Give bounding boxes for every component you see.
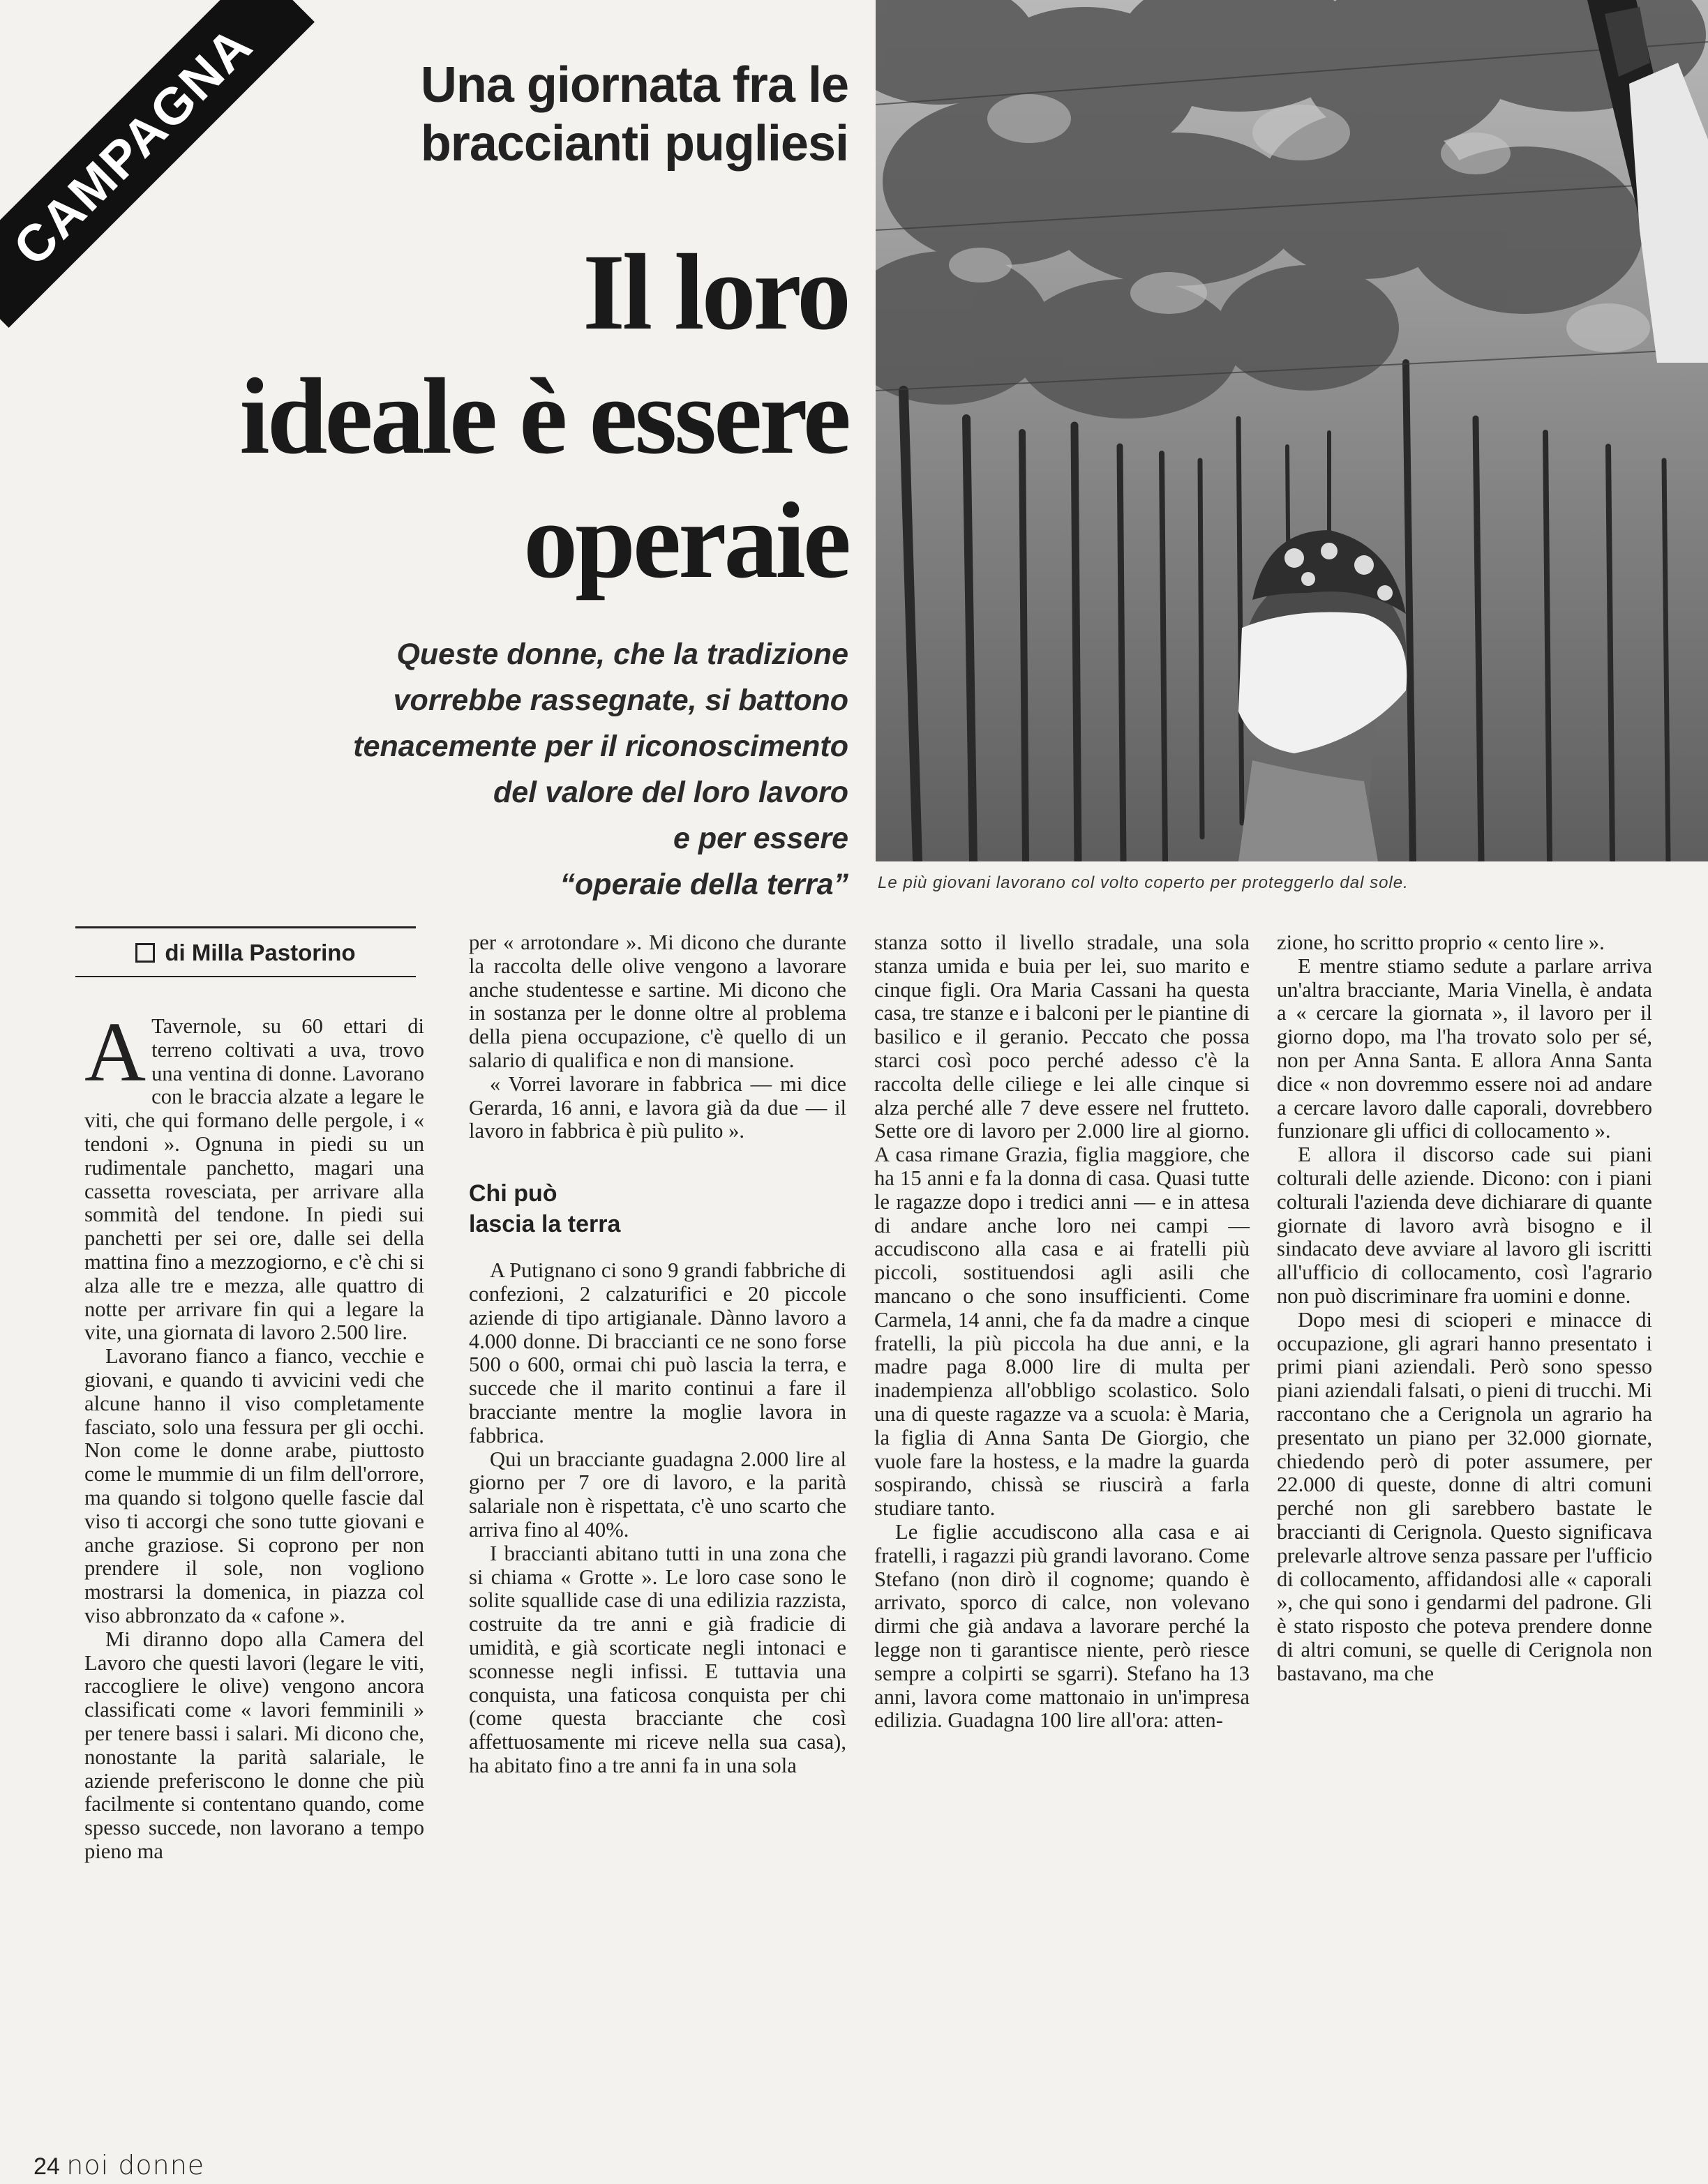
kicker xyxy=(151,56,848,173)
photo-illustration xyxy=(876,0,1708,861)
paragraph: E mentre stiamo sedute a parlare arriva un'altra bracciante, Maria Vinella, è andata a « cercare la giornata », il lavoro per il giorno dopo, ma l'ha trovato solo per sé, non per Anna Santa. E allora Anna Santa dice « non dovremmo essere noi ad andare a cercare lavoro dalle caporali, dovrebbero funzionare gli uffici di collocamento ». xyxy=(1277,954,1652,1143)
paragraph: I braccianti abitano tutti in una zona che si chiama « Grotte ». Le loro case sono le solite squallide case di una edilizia razzista, costruite da tre anni e già fradicie di umidità, e già scorticate negli intonaci e sconnesse negli infissi. E tuttavia una conquista, una faticosa conquista per chi (come questa bracciante che così affettuosamente mi riceve nella sua casa), ha abitato fino a tre anni fa in una sola xyxy=(469,1541,846,1777)
paragraph: Mi diranno dopo alla Camera del Lavoro che questi lavori (legare le viti, raccogliere le olive) vengono ancora classificati come « lavori femminili » per tenere bassi i salari. Mi dicono che, nonostante la parità salariale, le aziende preferiscono le donne che più facilmente si contentano quando, come spesso succede, non lavorano a tempo pieno ma xyxy=(84,1627,424,1863)
headline-line: ideale è essere xyxy=(239,356,848,476)
checkbox-square-icon xyxy=(135,943,155,963)
paragraph: zione, ho scritto proprio « cento lire ». xyxy=(1277,931,1605,954)
article-column-3 xyxy=(874,931,1250,1733)
paragraph-text: Tavernole, su 60 ettari di terreno coltivati a uva, trovo una ventina di donne. Lavorano con le braccia alzate a legare le viti, che qui formano delle pergole, i « tendoni ». Ognuna in piedi su un rudimentale panchetto, magari una cassetta rovesciata, per arrivare alla sommità del tendone. In piedi sui panchetti per sei ore, dalle sei della mattina fino a mezzogiorno, e c'è chi si alza alle tre e mezza, alle quattro di notte per arrivare fin qui a legare la vite, una giornata di lavoro 2.500 lire. xyxy=(84,1014,424,1345)
kicker-line: braccianti pugliesi xyxy=(420,116,848,172)
paragraph: stanza sotto il livello stradale, una sola stanza umida e buia per lei, suo marito e cinque figli. Ora Maria Cassani ha questa casa, tre stanze e i balconi per le piantine di basilico e il geranio. Peccato che possa starci così poco perché adesso c'è la raccolta delle ciliege e lei alle cinque si alza perché alle 7 deve essere nel frutteto. Sette ore di lavoro per 2.000 lire al giorno. A casa rimane Grazia, figlia maggiore, che ha 15 anni e fa la donna di casa. Quasi tutte le ragazze dopo i tredici anni — e in attesa di andare anche loro nei campi — accudiscono alla casa e ai fratelli più piccoli, sostituendosi agli asili che mancano o che sono insufficienti. Come Carmela, 14 anni, che fa da madre a cinque fratelli, la più piccola ha due anni, e la madre paga 8.000 lire di multa per inadempienza all'obbligo scolastico. Solo una di queste ragazze va a scuola: è Maria, la figlia di Anna Santa De Giorgio, che vuole fare la hostess, e la madre la guarda sospirando, chissà se riuscirà a farla studiare tanto. xyxy=(874,931,1250,1521)
vineyard-photo xyxy=(876,0,1708,861)
subheading-line: Chi può xyxy=(469,1180,557,1207)
page-footer xyxy=(33,2150,204,2181)
standfirst-line: “operaie della terra” xyxy=(560,868,848,901)
article-column-4 xyxy=(1277,931,1652,1686)
byline xyxy=(75,926,416,977)
section-subheading xyxy=(469,1178,846,1240)
standfirst-line: Queste donne, che la tradizione xyxy=(396,638,848,671)
headline xyxy=(11,230,848,603)
subheading-line: lascia la terra xyxy=(469,1211,621,1238)
section-label: CAMPAGNA xyxy=(1,15,264,277)
paragraph: Le figlie accudiscono alla casa e ai fratelli, i ragazzi più grandi lavorano. Come Stefano (non dirò il cognome; quando è arrivato, sporco di calce, non volevano dirmi che già andava a lavorare perché la legge non ti garantisce niente, però riesce sempre a colpirti se sgarri). Stefano ha 13 anni, lavora come mattonaio in un'impresa edilizia. Guadagna 100 lire all'ora: atten- xyxy=(874,1519,1250,1733)
paragraph xyxy=(84,1005,424,1345)
standfirst-line: del valore del loro lavoro xyxy=(493,776,848,809)
standfirst-line: vorrebbe rassegnate, si battono xyxy=(393,684,848,717)
magazine-name: noi donne xyxy=(66,2150,205,2181)
kicker-line: Una giornata fra le xyxy=(420,57,848,113)
paragraph: Qui un bracciante guadagna 2.000 lire al giorno per 7 ore di lavoro, e la parità salariale non è rispettata, c'è uno scarto che arriva fino al 40%. xyxy=(469,1447,846,1542)
paragraph: « Vorrei lavorare in fabbrica — mi dice Gerarda, 16 anni, e lavora già da due — il lavoro in fabbrica è più pulito ». xyxy=(469,1071,846,1143)
author-name: di Milla Pastorino xyxy=(165,940,356,965)
article-column-1 xyxy=(84,1005,424,1864)
paragraph: A Putignano ci sono 9 grandi fabbriche di confezioni, 2 calzaturifici e 20 piccole aziende di tipo artigianale. Dànno lavoro a 4.000 donne. Di braccianti ce ne sono forse 500 o 600, ormai chi può lascia la terra, e succede che il marito continui a fare il bracciante mentre la moglie lavora in fabbrica. xyxy=(469,1258,846,1447)
paragraph: per « arrotondare ». Mi dicono che durante la raccolta delle olive vengono a lavorare anche studentesse e sartine. Mi dicono che in sostanza per le donne oltre al problema della piena occupazione, c'è quello di un salario di qualifica e non di mansione. xyxy=(469,931,846,1072)
standfirst-line: tenacemente per il riconoscimento xyxy=(353,730,848,763)
photo-caption: Le più giovani lavorano col volto coperto per proteggerlo dal sole. xyxy=(878,873,1409,892)
headline-line: operaie xyxy=(523,480,848,601)
paragraph: Dopo mesi di scioperi e minacce di occupazione, gli agrari hanno presentato i primi piani aziendali. Però sono spesso piani aziendali falsati, o pieni di trucchi. Mi raccontano che a Cerignola un agrario ha presentato un piano per 32.000 giornate, chiedendo però di poter assumere, per 22.000 di queste, donne di altri comuni perché non gli sarebbero bastate le braccianti di Cerignola. Questo significava prelevarle altrove senza passare per l'ufficio di collocamento, affidandosi alle « caporali », che qui sono i gendarmi del padrone. Gli è stato risposto che poteva prendere donne di altri comuni, se quelle di Cerignola non bastavano, ma che xyxy=(1277,1307,1652,1685)
paragraph: E allora il discorso cade sui piani colturali delle aziende. Dicono: con i piani colturali l'azienda deve dichiarare di quante giornate di lavoro avrà bisogno e il sindacato deve avviare al lavoro gli iscritti all'ufficio di collocamento, così l'agrario non può discriminare fra uomini e donne. xyxy=(1277,1143,1652,1308)
page-number: 24 xyxy=(33,2153,60,2180)
dropcap: A xyxy=(84,1005,147,1099)
article-column-2 xyxy=(469,931,846,1778)
paragraph: Lavorano fianco a fianco, vecchie e giovani, e quando ti avvicini vedi che alcune hanno il viso completamente fasciato, solo una fessura per gli occhi. Non come le donne arabe, piuttosto come le mummie di un film dell'orrore, ma quando si tolgono quelle fascie dal viso ti accorgi che sono tutte giovani e anche graziose. Si coprono per non prendere il sole, non vogliono mostrarsi la domenica, in piazza col viso abbronzato da « cafone ». xyxy=(84,1344,424,1627)
headline-line: Il loro xyxy=(583,232,848,352)
standfirst xyxy=(151,631,848,908)
standfirst-line: e per essere xyxy=(673,822,848,855)
